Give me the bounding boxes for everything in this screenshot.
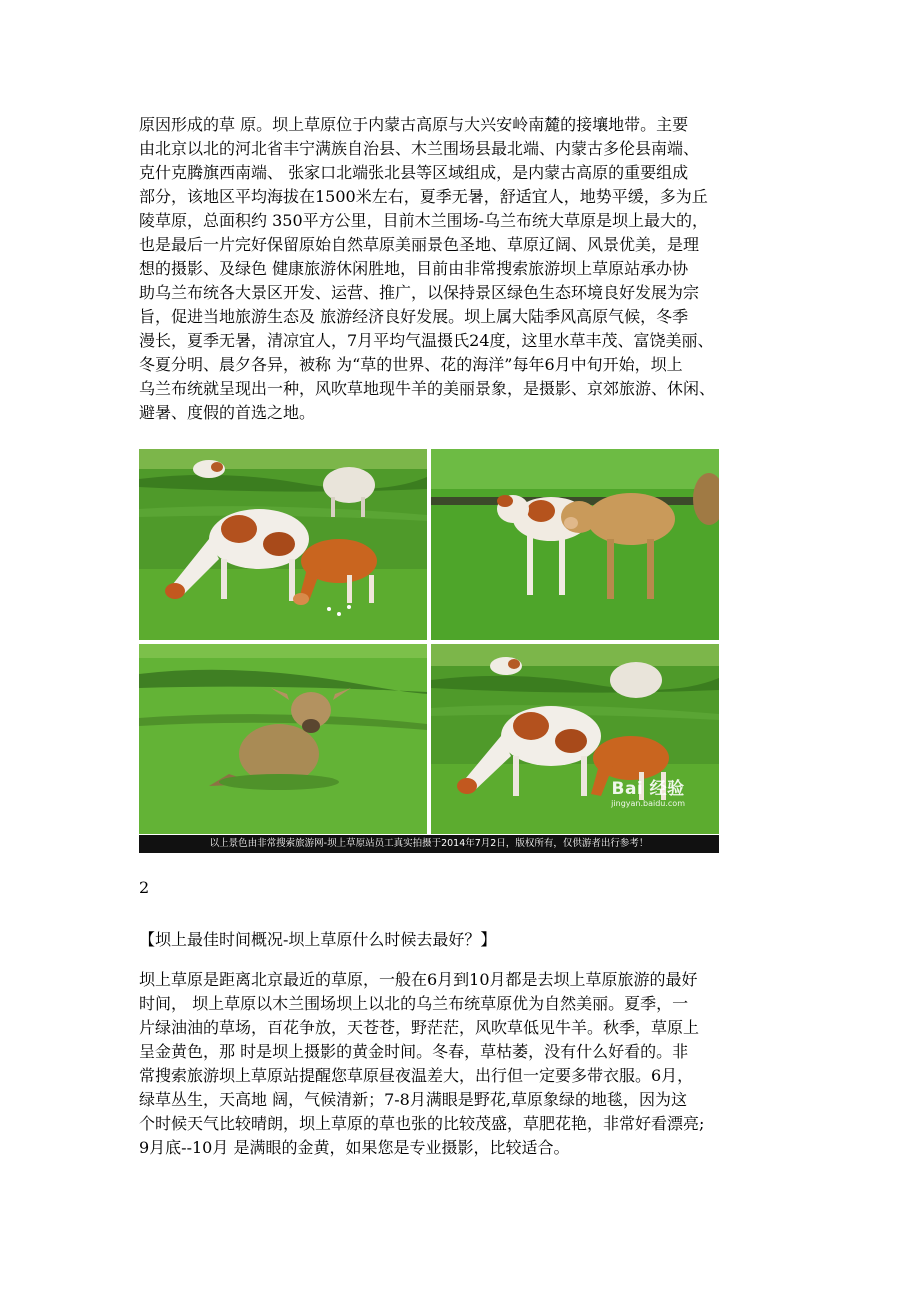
photo-cattle-grazing-2 [431,644,719,834]
photo-cattle-grazing [139,449,427,640]
text-line: 漫长，夏季无暑，清凉宜人，7月平均气温摄氏24度，这里水草丰茂、富饶美丽、 [139,331,714,350]
text-line: 冬夏分明、晨夕各异，被称 为“草的世界、花的海洋”每年6月中旬开始，坝上 [139,355,683,374]
text-line: 也是最后一片完好保留原始自然草原美丽景色圣地、草原辽阔、风景优美，是理 [139,235,700,254]
text-line: 片绿油油的草场，百花争放，天苍苍，野茫茫，风吹草低见牛羊。秋季，草原上 [139,1018,700,1037]
text-line: 乌兰布统就呈现出一种，风吹草地现牛羊的美丽景象，是摄影、京郊旅游、休闲、 [139,379,716,398]
text-line: 想的摄影、及绿色 健康旅游休闲胜地，目前由非常搜索旅游坝上草原站承办协 [139,259,689,278]
text-line: 由北京以北的河北省丰宁满族自治县、木兰围场县最北端、内蒙古多伦县南端、 [139,139,700,158]
section-heading: 【坝上最佳时间概况-坝上草原什么时候去最好？】 [139,930,497,949]
text-line: 原因形成的草 原。坝上草原位于内蒙古高原与大兴安岭南麓的接壤地带。主要 [139,115,689,134]
photo-two-calves [431,449,719,640]
cattle-photo-collage [139,449,719,853]
best-time-paragraph [139,968,789,1160]
page-number: 2 [139,878,150,897]
text-line: 克什克腾旗西南端、 张家口北端张北县等区域组成，是内蒙古高原的重要组成 [139,163,689,182]
text-line: 个时候天气比较晴朗，坝上草原的草也张的比较茂盛，草肥花艳，非常好看漂亮; [139,1114,705,1133]
baidu-watermark-logo: Bai 经验 [611,779,685,799]
text-line: 时间， 坝上草原以木兰围场坝上以北的乌兰布统草原优为自然美丽。夏季，一 [139,994,689,1013]
photo-caption: 以上景色由非常搜索旅游网-坝上草原站员工真实拍摄于2014年7月2日，版权所有，仅供游者出行参考！ [139,835,719,853]
text-line: 常搜索旅游坝上草原站提醒您草原昼夜温差大，出行但一定要多带衣服。6月， [139,1066,694,1085]
photo-cow-lying [139,644,427,834]
text-line: 坝上草原是距离北京最近的草原，一般在6月到10月都是去坝上草原旅游的最好 [139,970,698,989]
text-line: 绿草丛生，天高地 阔，气候清新；7-8月满眼是野花,草原象绿的地毯，因为这 [139,1090,687,1109]
text-line: 避暑、度假的首选之地。 [139,403,316,422]
text-line: 旨，促进当地旅游生态及 旅游经济良好发展。坝上属大陆季风高原气候，冬季 [139,307,689,326]
baidu-watermark-url: jingyan.baidu.com [611,799,685,808]
text-line: 9月底--10月 是满眼的金黄，如果您是专业摄影，比较适合。 [139,1138,570,1157]
text-line: 呈金黄色，那 时是坝上摄影的黄金时间。冬春，草枯萎，没有什么好看的。非 [139,1042,689,1061]
intro-paragraph [139,113,789,425]
baidu-watermark [611,774,685,808]
text-line: 助乌兰布统各大景区开发、运营、推广，以保持景区绿色生态环境良好发展为宗 [139,283,700,302]
text-line: 部分，该地区平均海拔在1500米左右，夏季无暑，舒适宜人，地势平缓，多为丘 [139,187,708,206]
text-line: 陵草原，总面积约 350平方公里，目前木兰围场-乌兰布统大草原是坝上最大的， [139,211,709,230]
